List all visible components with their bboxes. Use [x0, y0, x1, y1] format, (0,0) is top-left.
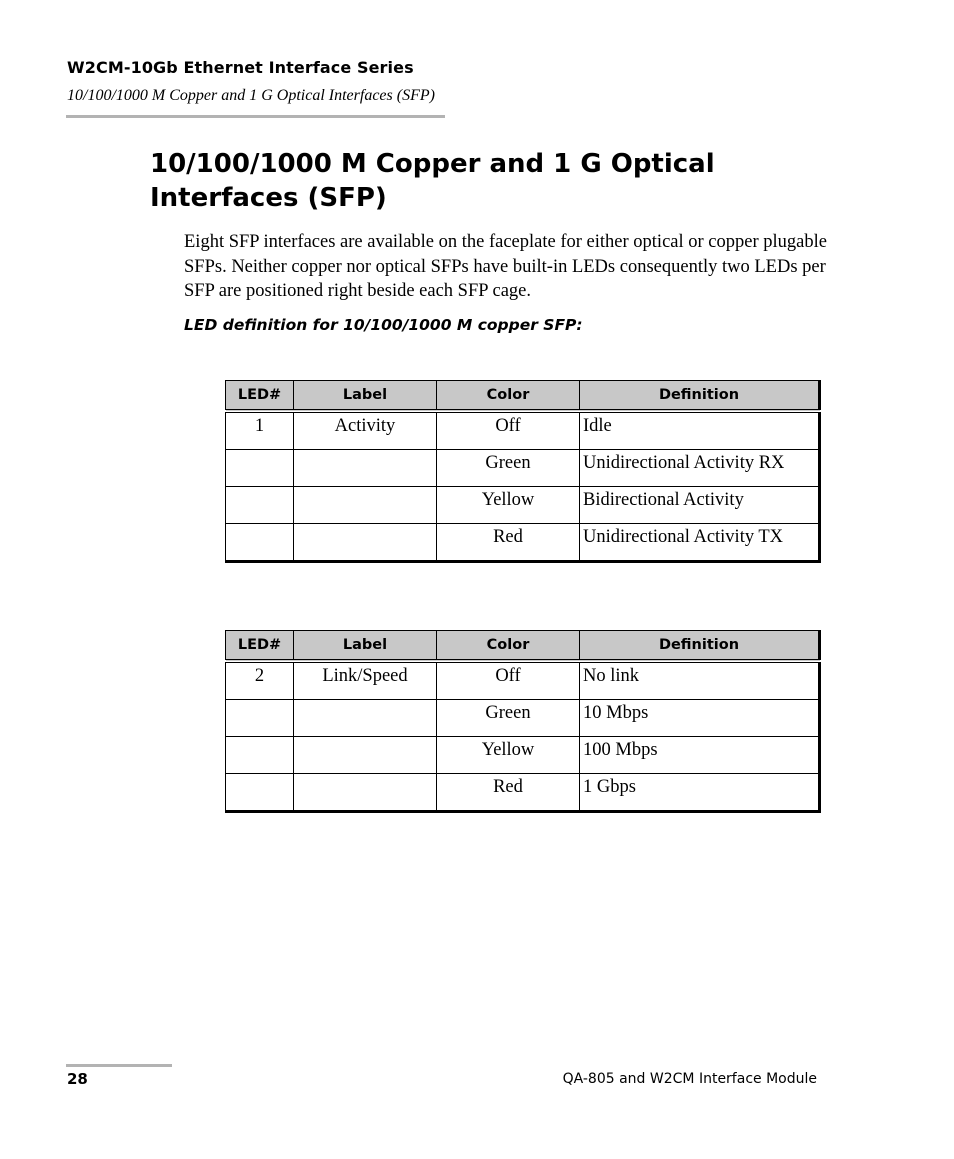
cell-color: Red: [437, 774, 580, 812]
cell-led-number: 2: [226, 661, 294, 700]
cell-definition: 100 Mbps: [580, 737, 820, 774]
table-header-row: [226, 631, 820, 662]
table-row: [226, 700, 820, 737]
header-color: Color: [437, 381, 580, 412]
cell-led-number: [226, 774, 294, 812]
cell-color: Yellow: [437, 737, 580, 774]
header-definition: Definition: [580, 631, 820, 662]
page-number: 28: [67, 1070, 88, 1088]
header-label: Label: [294, 381, 437, 412]
cell-color: Green: [437, 450, 580, 487]
header-definition: Definition: [580, 381, 820, 412]
table-row: [226, 411, 820, 450]
cell-color: Yellow: [437, 487, 580, 524]
cell-led-number: 1: [226, 411, 294, 450]
header-label: Label: [294, 631, 437, 662]
table-row: [226, 487, 820, 524]
intro-paragraph: Eight SFP interfaces are available on the faceplate for either optical or copper plugable SFPs. Neither copper nor optical SFPs have built-in LEDs consequently two LEDs per SFP are positioned right beside each SFP cage.: [184, 232, 827, 301]
running-header-subtitle: 10/100/1000 M Copper and 1 G Optical Interfaces (SFP): [67, 87, 435, 104]
header-led-number: LED#: [226, 631, 294, 662]
table-row: [226, 450, 820, 487]
cell-label: [294, 700, 437, 737]
cell-label: [294, 774, 437, 812]
running-header-title: W2CM-10Gb Ethernet Interface Series: [67, 58, 414, 77]
cell-definition: 10 Mbps: [580, 700, 820, 737]
cell-label: Link/Speed: [294, 661, 437, 700]
cell-definition: Bidirectional Activity: [580, 487, 820, 524]
cell-label: Activity: [294, 411, 437, 450]
cell-label: [294, 524, 437, 562]
cell-definition: No link: [580, 661, 820, 700]
cell-definition: Unidirectional Activity TX: [580, 524, 820, 562]
led-activity-table: [225, 380, 821, 563]
header-color: Color: [437, 631, 580, 662]
header-led-number: LED#: [226, 381, 294, 412]
cell-label: [294, 450, 437, 487]
table-header-row: [226, 381, 820, 412]
cell-color: Off: [437, 661, 580, 700]
cell-color: Green: [437, 700, 580, 737]
footer-divider: [66, 1064, 172, 1067]
cell-definition: Idle: [580, 411, 820, 450]
cell-definition: Unidirectional Activity RX: [580, 450, 820, 487]
cell-led-number: [226, 524, 294, 562]
cell-led-number: [226, 487, 294, 524]
led-table-caption: LED definition for 10/100/1000 M copper SFP:: [184, 316, 583, 334]
cell-led-number: [226, 450, 294, 487]
cell-label: [294, 487, 437, 524]
header-divider: [66, 115, 445, 118]
table-row: [226, 661, 820, 700]
cell-color: Red: [437, 524, 580, 562]
table-row: [226, 737, 820, 774]
cell-definition: 1 Gbps: [580, 774, 820, 812]
table-row: [226, 774, 820, 812]
led-link-speed-table: [225, 630, 821, 813]
footer-document-title: QA-805 and W2CM Interface Module: [562, 1071, 817, 1087]
cell-led-number: [226, 700, 294, 737]
section-title: 10/100/1000 M Copper and 1 G Optical Interfaces (SFP): [150, 149, 715, 213]
table-row: [226, 524, 820, 562]
cell-led-number: [226, 737, 294, 774]
cell-color: Off: [437, 411, 580, 450]
cell-label: [294, 737, 437, 774]
